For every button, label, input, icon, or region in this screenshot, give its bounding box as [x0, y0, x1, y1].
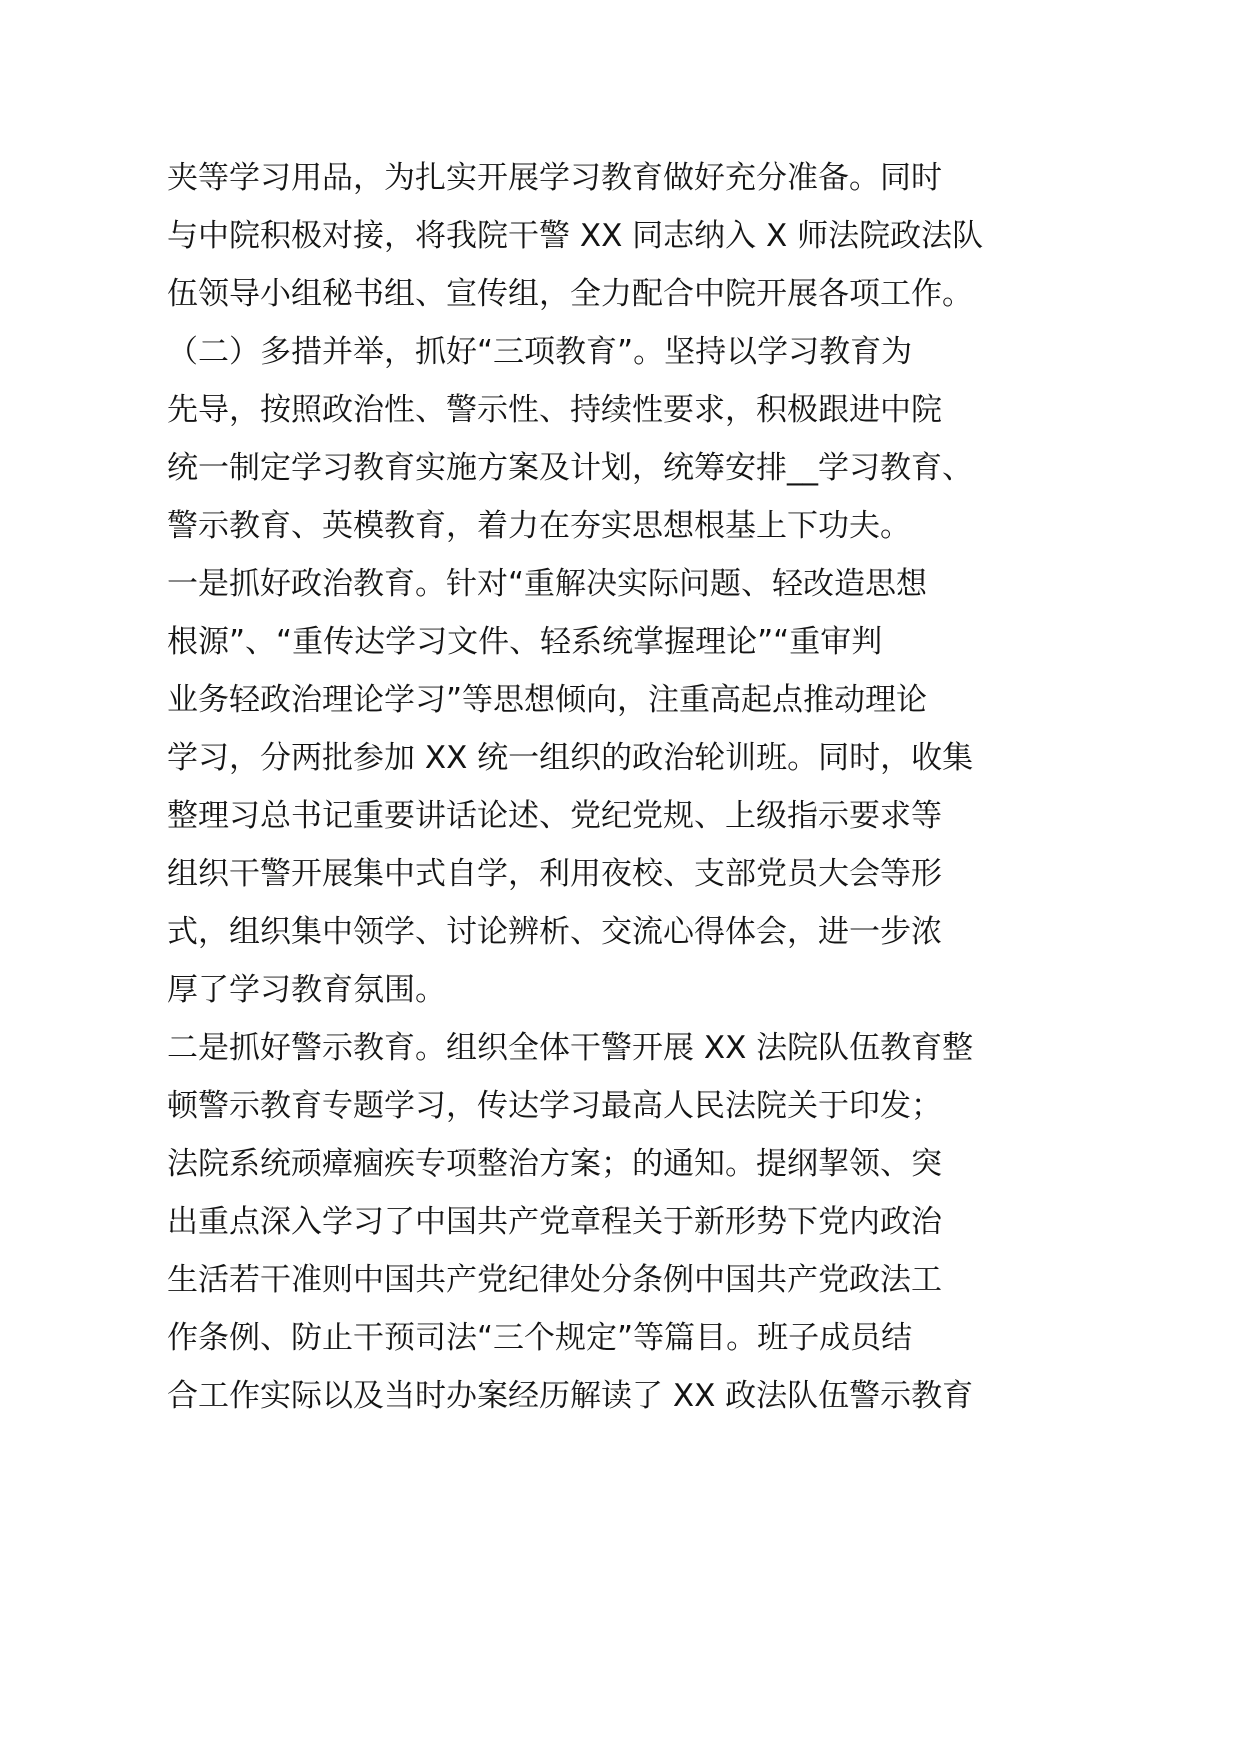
text-line: 与中院积极对接，将我院干警 XX 同志纳入 X 师法院政法队 [167, 218, 984, 254]
paragraph-start-line: 二是抓好警示教育。组织全体干警开展 XX 法院队伍教育整 [167, 1030, 974, 1066]
text-line: 业务轻政治理论学习”等思想倾向，注重高起点推动理论 [167, 682, 928, 718]
text-line: 法院系统顽瘴痼疾专项整治方案；的通知。提纲挈领、突 [167, 1146, 942, 1182]
paragraph-start-line: 一是抓好政治教育。针对“重解决实际问题、轻改造思想 [167, 566, 928, 602]
text-line: 先导，按照政治性、警示性、持续性要求，积极跟进中院 [167, 392, 942, 428]
text-line: 根源”、“重传达学习文件、轻系统掌握理论”“重审判 [167, 624, 883, 660]
text-line: 整理习总书记重要讲话论述、党纪党规、上级指示要求等 [167, 798, 942, 834]
text-line: 作条例、防止干预司法“三个规定”等篇目。班子成员结 [167, 1320, 913, 1356]
text-line: 厚了学习教育氛围。 [167, 972, 446, 1008]
text-line: 合工作实际以及当时办案经历解读了 XX 政法队伍警示教育 [167, 1378, 974, 1414]
text-line: 式，组织集中领学、讨论辨析、交流心得体会，进一步浓 [167, 914, 942, 950]
text-line: 出重点深入学习了中国共产党章程关于新形势下党内政治 [167, 1204, 942, 1240]
text-line: 伍领导小组秘书组、宣传组，全力配合中院开展各项工作。 [167, 276, 973, 312]
text-line: 夹等学习用品，为扎实开展学习教育做好充分准备。同时 [167, 160, 942, 196]
text-line: 警示教育、英模教育，着力在夯实思想根基上下功夫。 [167, 508, 911, 544]
text-line: 生活若干准则中国共产党纪律处分条例中国共产党政法工 [167, 1262, 942, 1298]
text-line: 学习，分两批参加 XX 统一组织的政治轮训班。同时，收集 [167, 740, 974, 776]
section-heading-line: （二）多措并举，抓好“三项教育”。坚持以学习教育为 [167, 334, 913, 370]
text-line: 顿警示教育专题学习，传达学习最高人民法院关于印发； [167, 1088, 942, 1124]
body-text [167, 149, 997, 1425]
text-line: 组织干警开展集中式自学，利用夜校、支部党员大会等形 [167, 856, 942, 892]
text-line: 统一制定学习教育实施方案及计划，统筹安排__学习教育、 [167, 450, 973, 486]
